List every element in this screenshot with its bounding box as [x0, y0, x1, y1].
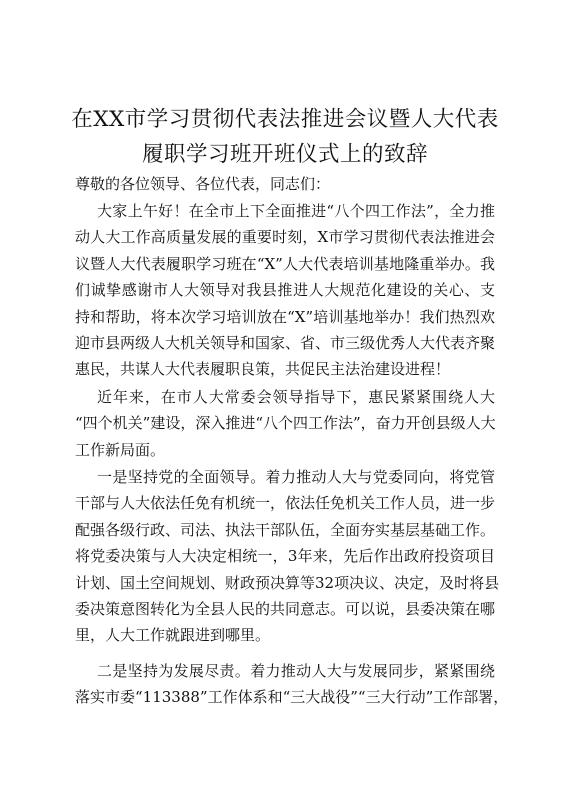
paragraph-line: 大家上午好！在全市上下全面推进“八个四工作法”，全力推: [97, 202, 495, 220]
paragraph-line: 委决策意图转化为全县人民的共同意志。可以说，县委决策在哪: [75, 599, 496, 618]
paragraph-line: 一是坚持党的全面领导。着力推动人大与党委同向，将党管: [97, 468, 495, 486]
paragraph-line: 计划、国土空间规划、财政预决算等32项决议、决定，及时将县: [75, 573, 500, 592]
paragraph-overview: [75, 384, 495, 463]
document-title-line-2: 履职学习班开班仪式上的致辞: [141, 142, 428, 167]
paragraph-line: 持和帮助，将本次学习培训放在“X”培训基地举办！我们热烈欢: [75, 307, 495, 326]
paragraph-opening: [75, 198, 495, 383]
paragraph-line: 将党委决策与人大决定相统一，3年来，先后作出政府投资项目: [75, 547, 495, 566]
document-title-line-1: 在XX市学习贯彻代表法推进会议暨人大代表: [71, 107, 499, 132]
paragraph-line: “四个机关”建设，深入推进“八个四工作法”，奋力开创县级人大: [75, 414, 496, 433]
paragraph-line: 工作新局面。: [75, 440, 166, 459]
paragraph-line: 议暨人大代表履职学习班在“X”人大代表培训基地隆重举办。我: [75, 254, 495, 273]
paragraph-point-two: [75, 658, 509, 711]
paragraph-line: 配强各级行政、司法、执法干部队伍，全面夯实基层基础工作。: [75, 520, 496, 539]
paragraph-line: 惠民，共谋人大代表履职良策，共促民主法治建设进程！: [75, 360, 451, 379]
paragraph-line: 二是坚持为发展尽责。着力推动人大与发展同步，紧紧围绕: [97, 662, 495, 680]
paragraph-line: 落实市委“113388”工作体系和“三大战役”“三大行动”工作部署，: [75, 688, 509, 707]
salutation: [75, 171, 495, 197]
paragraph-line: 里，人大工作就跟进到哪里。: [75, 626, 271, 645]
paragraph-line: 们诚挚感谢市人大领导对我县推进人大规范化建设的关心、支: [75, 281, 495, 300]
paragraph-line: 干部与人大依法任免有机统一，依法任免机关工作人员，进一步: [75, 494, 496, 513]
paragraph-line: 近年来，在市人大常委会领导指导下，惠民紧紧围绕人大: [97, 388, 495, 406]
paragraph-point-one: [75, 464, 500, 649]
paragraph-line: 动人大工作高质量发展的重要时刻，X市学习贯彻代表法推进会: [75, 228, 495, 247]
paragraph-line: 迎市县两级人大机关领导和国家、省、市三级优秀人大代表齐聚: [75, 333, 496, 352]
salutation-line: 尊敬的各位领导、各位代表，同志们：: [75, 175, 331, 193]
